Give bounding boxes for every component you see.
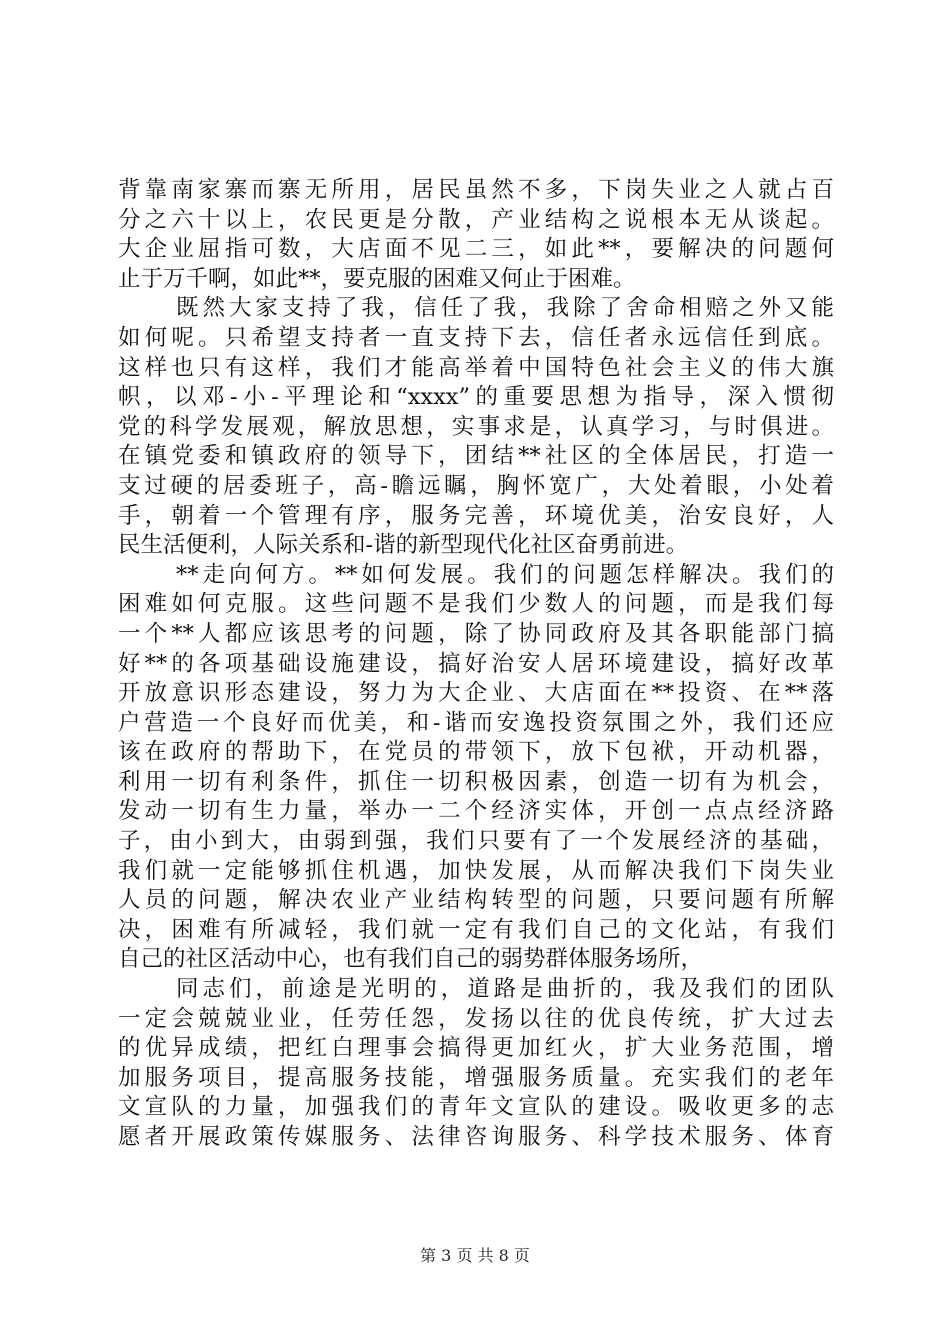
- text-line: 文宣队的力量，加强我们的青年文宣队的建设。吸收更多的志: [118, 1094, 834, 1121]
- text-line: 分之六十以上，农民更是分散，产业结构之说根本无从谈起。: [118, 206, 834, 233]
- text-line: 大企业屈指可数，大店面不见二三，如此**，要解决的问题何: [118, 236, 834, 263]
- page-footer-number: 第 3 页 共 8 页: [420, 1246, 530, 1265]
- document-body-text: [118, 176, 834, 1153]
- text-line: 如何呢。只希望支持者一直支持下去，信任者永远信任到底。: [118, 324, 834, 351]
- text-line: 支过硬的居委班子，高-瞻远瞩，胸怀宽广，大处着眼，小处着: [118, 472, 834, 499]
- text-line: 好**的各项基础设施建设，搞好治安人居环境建设，搞好改革: [118, 650, 834, 677]
- text-line: 民生活便利，人际关系和-谐的新型现代化社区奋勇前进。: [118, 532, 689, 559]
- text-line: 止于万千啊，如此**，要克服的困难又何止于困难。: [118, 265, 636, 292]
- text-line: 愿者开展政策传媒服务、法律咨询服务、科学技术服务、体育: [118, 1124, 834, 1150]
- text-line: 利用一切有利条件，抓住一切积极因素，创造一切有为机会，: [118, 768, 834, 795]
- text-line: 自己的社区活动中心，也有我们自己的弱势群体服务场所，: [118, 946, 704, 973]
- text-line: 子，由小到大，由弱到强，我们只要有了一个发展经济的基础，: [118, 828, 834, 855]
- text-line: 这样也只有这样，我们才能高举着中国特色社会主义的伟大旗: [118, 354, 834, 381]
- text-line: 开放意识形态建设，努力为大企业、大店面在**投资、在**落: [118, 680, 834, 707]
- text-line: 帜，以邓-小-平理论和“xxxx”的重要思想为指导，深入惯彻: [118, 384, 834, 411]
- text-line: 发动一切有生力量，举办一二个经济实体，开创一点点经济路: [118, 798, 834, 825]
- text-line: 决，困难有所减轻，我们就一定有我们自己的文化站，有我们: [118, 916, 834, 943]
- text-line: 背靠南家寨而寨无所用，居民虽然不多，下岗失业之人就占百: [118, 177, 834, 203]
- text-line: **走向何方。**如何发展。我们的问题怎样解决。我们的: [176, 561, 834, 588]
- text-line: 户营造一个良好而优美，和-谐而安逸投资氛围之外，我们还应: [118, 709, 834, 736]
- text-line: 一定会兢兢业业，任劳任怨，发扬以往的优良传统，扩大过去: [118, 1005, 834, 1032]
- text-line: 的优异成绩，把红白理事会搞得更加红火，扩大业务范围，增: [118, 1035, 834, 1062]
- text-line: 我们就一定能够抓住机遇，加快发展，从而解决我们下岗失业: [118, 857, 834, 884]
- text-line: 该在政府的帮助下，在党员的带领下，放下包袱，开动机器，: [118, 739, 834, 766]
- text-line: 同志们，前途是光明的，道路是曲折的，我及我们的团队: [176, 976, 834, 1003]
- text-line: 加服务项目，提高服务技能，增强服务质量。充实我们的老年: [118, 1064, 834, 1091]
- text-line: 人员的问题，解决农业产业结构转型的问题，只要问题有所解: [118, 887, 834, 914]
- text-line: 党的科学发展观，解放思想，实事求是，认真学习，与时俱进。: [118, 413, 834, 440]
- text-line: 手，朝着一个管理有序，服务完善，环境优美，治安良好，人: [118, 502, 834, 529]
- text-line: 既然大家支持了我，信任了我，我除了舍命相赔之外又能: [176, 295, 834, 322]
- text-line: 在镇党委和镇政府的领导下，团结**社区的全体居民，打造一: [118, 443, 834, 470]
- text-line: 困难如何克服。这些问题不是我们少数人的问题，而是我们每: [118, 591, 834, 618]
- text-line: 一个**人都应该思考的问题，除了协同政府及其各职能部门搞: [118, 620, 834, 647]
